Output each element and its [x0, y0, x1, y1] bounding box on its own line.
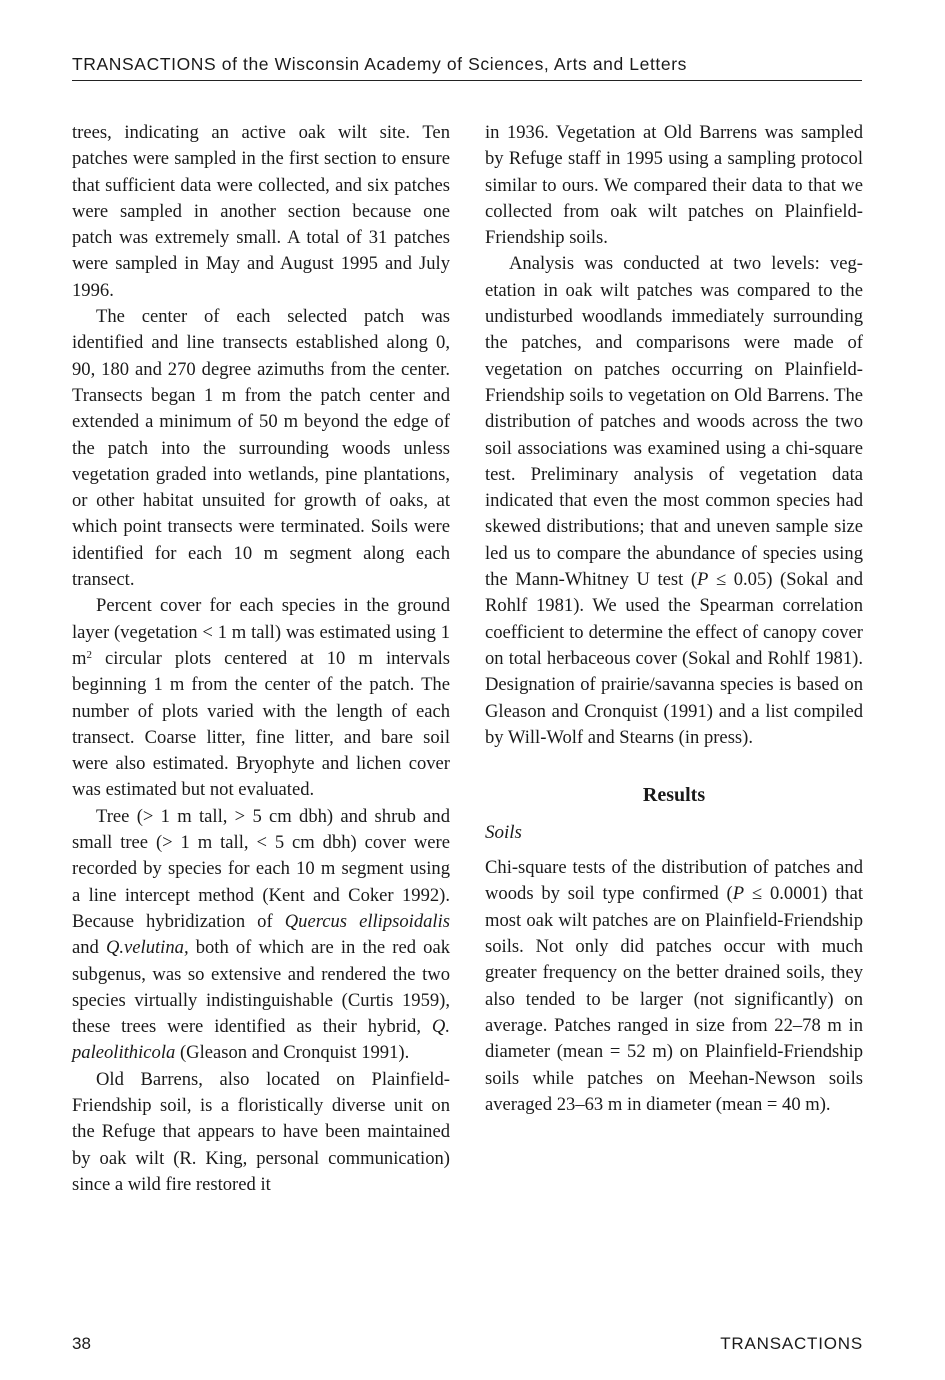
paragraph: in 1936. Vegetation at Old Barrens was sampled by Refuge staff in 1995 using a sampling protocol similar to ours. We compared their data to that we collected from oak wilt patches on Plainfield-Friendship soils.: [485, 122, 863, 249]
text-run: circular plots centered at 10 m intervals beginning 1 m from the center of the patch. The number of plots varied with the length of each transect. Coarse litter, fine litter, and bare soil were also estimated. Bryophyte and lichen cover was estimated but not evaluated.: [72, 647, 450, 801]
page-number: 38: [72, 1334, 91, 1353]
paragraph: trees, indicating an active oak wilt site. Ten patches were sampled in the first section to ensure that sufficient data were collected, and six patches were sampled in another section because one patch was extremely small. A total of 31 patches were sampled in May and August 1995 and July 1996.: [72, 122, 450, 301]
paragraph: The center of each selected patch was identified and line transects established along 0, 90, 180 and 270 degree azimuths from the center. Transects began 1 m from the patch center and extended a minimum of 50 m beyond the edge of the patch into the surrounding woods unless vegetation graded into wetlands, pine plantations, or other habitat unsuited for growth of oaks, at which point transects were terminated. Soils were identified for each 10 m segment along each transect.: [72, 306, 450, 591]
text-run: Chi-square tests of the distribution of patches and woods by soil type confirmed (: [485, 857, 863, 905]
paragraph: [72, 804, 450, 1067]
text-run: ≤ 0.0001) that most oak wilt patches are on Plainfield-Friendship soils. Not only did patches occur with much greater frequency on the better drained soils, they also tended to be larger (not significantly) on average. Patches ranged in size from 22–78 m in diameter (mean = 52 m) on Plainfield-Friendship soils while patches on Meehan-Newson soils averaged 23–63 m in diameter (mean = 40 m).: [485, 883, 863, 1115]
running-head: TRANSACTIONS of the Wisconsin Academy of Sciences, Arts and Letters: [72, 54, 862, 81]
species-name: Quercus ellipsoidalis: [284, 910, 450, 932]
left-column: [72, 120, 450, 1198]
paragraph: [485, 855, 863, 1118]
paragraph: [72, 593, 450, 803]
text-run: Analysis was conducted at two levels: vegetation in oak wilt patches was compared to the undisturbed woodlands immediately surrounding the patches, and comparisons were made of vegetation on patches occurring on Plainfield-Friendship soils to vegetation on Old Barrens. The distribution of patches and woods across the two soil associations was examined using a chi-square test. Preliminary analysis of vegetation data indicated that even the most common species had skewed distributions; that and uneven sample size led us to compare the abundance of species using the Mann-Whitney U test (: [485, 253, 863, 591]
species-name: Q. paleolithicola: [72, 1016, 450, 1064]
text-run: and: [72, 937, 106, 959]
right-column: [485, 120, 863, 1118]
text-run: ≤ 0.05) (Sokal and Rohlf 1981). We used the Spearman correlation coefficient to determine the effect of canopy cover on total herbaceous cover (Sokal and Rohlf 1981). Designation of prairie/savanna species is based on Gleason and Cronquist (1991) and a list compiled by Will-Wolf and Stearns (in press).: [485, 569, 863, 748]
text-run: (Gleason and Cronquist 1991).: [175, 1042, 410, 1064]
text-run: Percent cover for each species in the ground layer (vegetation < 1 m tall) was estimated using 1 m: [72, 595, 450, 669]
superscript: 2: [86, 648, 92, 661]
species-name: Q.velutina,: [105, 937, 189, 959]
text-run: Tree (> 1 m tall, > 5 cm dbh) and shrub and small tree (> 1 m tall, < 5 cm dbh) cover were recorded by species for each 10 m segment using a line intercept method (Kent and Coker 1992). Because hybridization of: [72, 805, 450, 932]
paragraph: Old Barrens, also located on Plainfield-Friendship soil, is a floristically diverse unit on the Refuge that appears to have been maintained by oak wilt (R. King, personal communication) since a wild fire restored it: [72, 1068, 450, 1195]
paragraph: [485, 251, 863, 751]
text-run: both of which are in the red oak subgenus, was so extensive and rendered the two species virtually indistinguishable (Curtis 1959), these trees were identified as their hybrid,: [72, 937, 450, 1038]
subsection-heading: Soils: [485, 822, 522, 844]
footer-journal-name: TRANSACTIONS: [720, 1334, 863, 1353]
section-heading: Results: [642, 784, 706, 807]
stat-symbol: P: [732, 883, 745, 905]
stat-symbol: P: [697, 569, 709, 591]
